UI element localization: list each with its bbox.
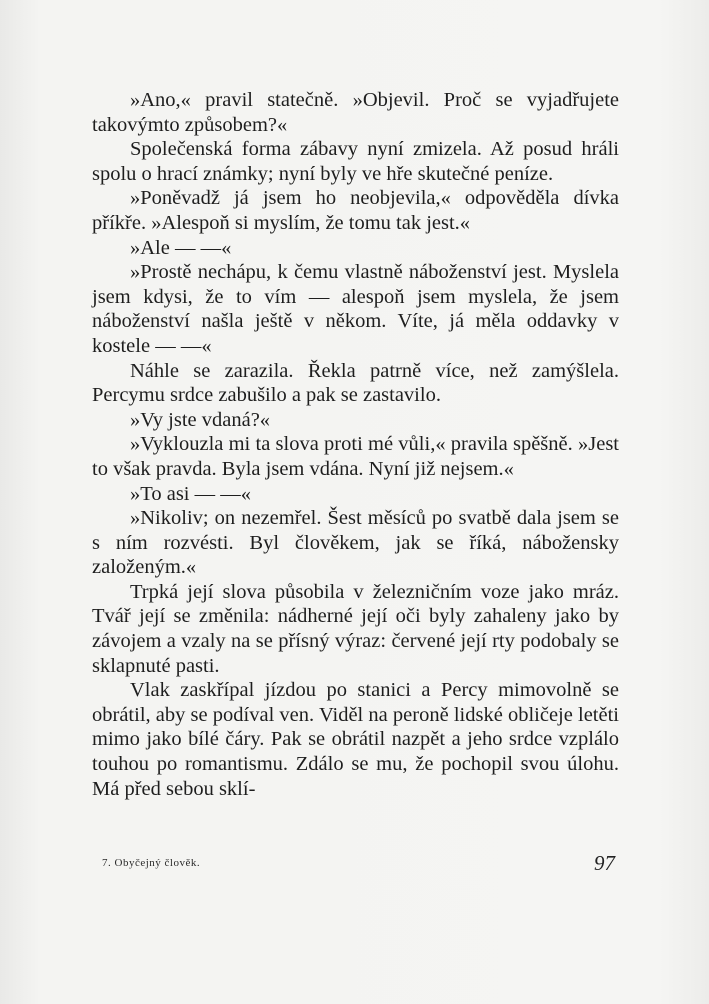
paragraph: »Ano,« pravil statečně. »Objevil. Proč se vyjadřujete takovýmto způsobem?« <box>92 89 619 136</box>
printer-signature: 7. Obyčejný člověk. <box>102 857 201 869</box>
page-number: 97 <box>594 851 615 875</box>
paragraph: »Ale — —« <box>130 236 232 259</box>
paragraph: »Vyklouzla mi ta slova proti mé vůli,« pravila spěšně. »Jest to však pravda. Byla jsem vdána. Nyní již nejsem.« <box>92 433 619 480</box>
paragraph: »Poněvadž já jsem ho neobjevila,« odpověděla dívka příkře. »Alespoň si myslím, že tomu tak jest.« <box>92 187 619 234</box>
page-footer <box>92 851 619 881</box>
body-text <box>92 88 619 801</box>
paragraph: Trpká její slova působila v železničním voze jako mráz. Tvář její se změnila: nádherné její oči byly zahaleny jako by závojem a vzaly na se přísný výraz: červené její rty podobaly se sklapnuté pasti. <box>92 580 619 677</box>
paragraph: »To asi — —« <box>130 482 251 505</box>
paragraph: Náhle se zarazila. Řekla patrně více, než zamýšlela. Percymu srdce zabušilo a pak se zastavilo. <box>92 359 619 407</box>
paragraph: »Nikoliv; on nezemřel. Šest měsíců po svatbě dala jsem se s ním rozvésti. Byl člověkem, jak se říká, nábožensky založeným.« <box>92 507 619 579</box>
paragraph: Vlak zaskřípal jízdou po stanici a Percy mimovolně se obrátil, aby se podíval ven. Viděl na peroně lidské obličeje letěti mimo jako bílé čáry. Pak se obrátil nazpět a jeho srdce vzplálo touhou po romantismu. Zdálo se mu, že pochopil svou úlohu. Má před sebou sklí- <box>92 679 619 800</box>
paragraph: »Vy jste vdaná?« <box>130 408 271 431</box>
paragraph: »Prostě nechápu, k čemu vlastně náboženství jest. Myslela jsem kdysi, že to vím — alespoň jsem myslela, že jsem náboženství našla ještě v někom. Víte, já měla oddavky v kostele — —« <box>92 261 619 357</box>
paragraph: Společenská forma zábavy nyní zmizela. Až posud hráli spolu o hrací známky; nyní byly ve hře skutečné peníze. <box>92 138 619 185</box>
